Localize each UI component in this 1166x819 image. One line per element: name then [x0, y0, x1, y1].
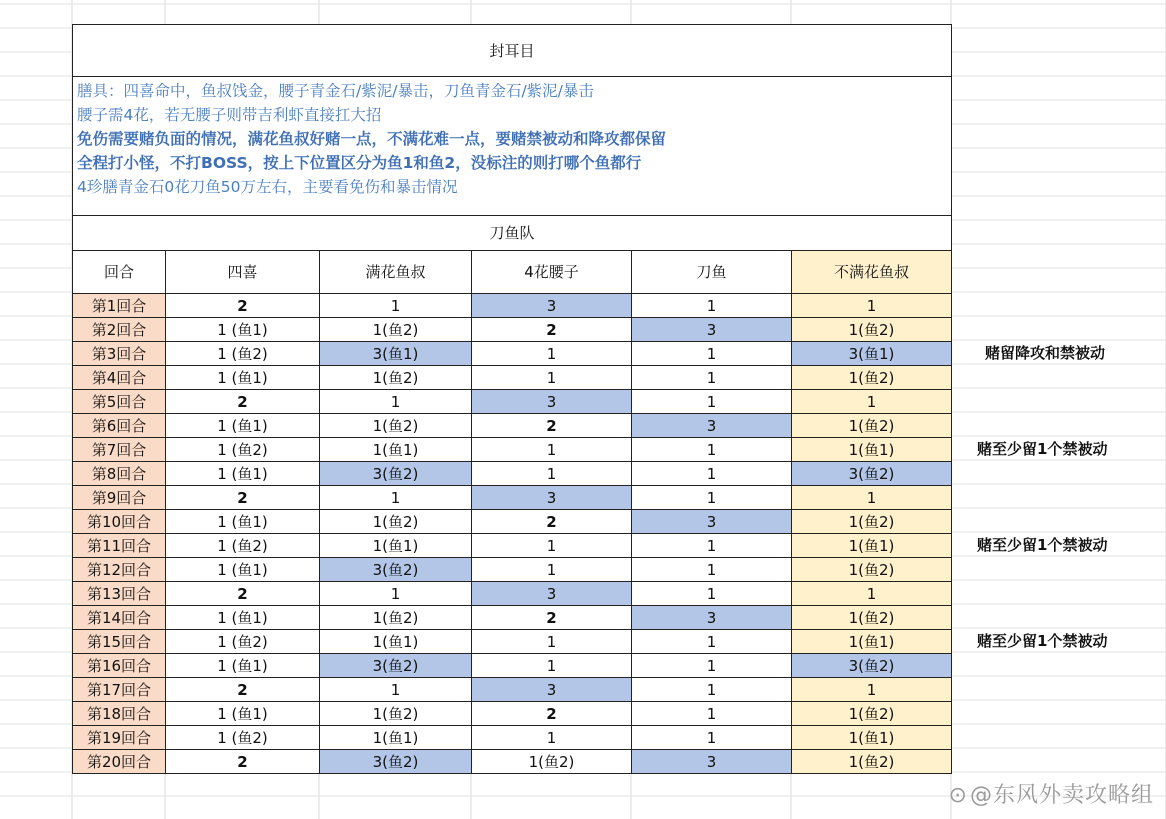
notes-lines [77, 79, 951, 199]
table-cell[interactable]: 1(鱼2) [792, 558, 952, 582]
table-cell[interactable]: 1 [320, 294, 472, 318]
table-cell[interactable]: 1(鱼2) [792, 750, 952, 774]
table-cell[interactable]: 1(鱼1) [792, 438, 952, 462]
table-row [73, 558, 952, 582]
side-note: 赌留降攻和禁被动 [985, 344, 1106, 362]
note-line: 膳具：四喜命中，鱼叔饯金，腰子青金石/紫泥/暴击，刀鱼青金石/紫泥/暴击 [77, 82, 594, 100]
table-cell[interactable]: 1 [632, 486, 792, 510]
table-row [73, 438, 952, 462]
table-cell[interactable]: 1 (鱼2) [166, 342, 320, 366]
table-cell[interactable]: 2 [166, 678, 320, 702]
table-cell[interactable]: 1(鱼2) [792, 510, 952, 534]
column-header[interactable]: 不满花鱼叔 [792, 251, 952, 294]
table-cell[interactable]: 3(鱼2) [320, 558, 472, 582]
table-cell[interactable]: 1 [472, 342, 632, 366]
column-header[interactable]: 刀鱼 [632, 251, 792, 294]
table-cell[interactable]: 1 [632, 438, 792, 462]
table-cell[interactable]: 3(鱼2) [320, 654, 472, 678]
table-cell[interactable]: 1 [632, 558, 792, 582]
table-cell[interactable]: 1(鱼2) [320, 366, 472, 390]
round-label-cell[interactable]: 第18回合 [73, 702, 166, 726]
table-row [73, 318, 952, 342]
table-cell[interactable]: 1 [632, 582, 792, 606]
round-label-cell[interactable]: 第13回合 [73, 582, 166, 606]
table-cell[interactable]: 1 [472, 366, 632, 390]
table-cell[interactable]: 1 [320, 486, 472, 510]
table-row [73, 726, 952, 750]
table-row [73, 678, 952, 702]
note-line: 免伤需要赌负面的情况，满花鱼叔好赌一点，不满花难一点，要赌禁被动和降攻都保留 [77, 130, 667, 148]
table-cell[interactable]: 1 [632, 342, 792, 366]
side-note: 赌至少留1个禁被动 [977, 632, 1108, 650]
table-cell[interactable]: 3 [472, 486, 632, 510]
round-label-cell[interactable]: 第20回合 [73, 750, 166, 774]
notes-block[interactable] [73, 77, 952, 216]
table-cell[interactable]: 1 [632, 534, 792, 558]
table-row [73, 630, 952, 654]
table-cell[interactable]: 3 [632, 606, 792, 630]
table-cell[interactable]: 2 [472, 702, 632, 726]
column-header[interactable]: 4花腰子 [472, 251, 632, 294]
table-cell[interactable]: 1(鱼1) [320, 630, 472, 654]
table-cell[interactable]: 1 (鱼1) [166, 414, 320, 438]
table-cell[interactable]: 3(鱼2) [320, 462, 472, 486]
table-cell[interactable]: 1 [472, 534, 632, 558]
table-cell[interactable]: 1 [472, 438, 632, 462]
table-cell[interactable]: 1(鱼2) [472, 750, 632, 774]
table-cell[interactable]: 1 (鱼1) [166, 606, 320, 630]
note-line: 全程打小怪，不打BOSS，按上下位置区分为鱼1和鱼2，没标注的则打哪个鱼都行 [77, 154, 642, 172]
side-note: 赌至少留1个禁被动 [977, 440, 1108, 458]
column-header[interactable]: 满花鱼叔 [320, 251, 472, 294]
table-cell[interactable]: 1(鱼2) [320, 318, 472, 342]
column-header[interactable]: 回合 [73, 251, 166, 294]
table-cell[interactable]: 3 [632, 750, 792, 774]
table-cell[interactable]: 1 [792, 486, 952, 510]
table-cell[interactable]: 1 [632, 294, 792, 318]
table-cell[interactable]: 2 [472, 318, 632, 342]
round-label-cell[interactable]: 第16回合 [73, 654, 166, 678]
round-label-cell[interactable]: 第11回合 [73, 534, 166, 558]
table-cell[interactable]: 3(鱼1) [792, 342, 952, 366]
table-row [73, 534, 952, 558]
table-cell[interactable]: 3(鱼1) [320, 342, 472, 366]
round-label-cell[interactable]: 第10回合 [73, 510, 166, 534]
table-row [73, 606, 952, 630]
table-cell[interactable]: 1(鱼2) [792, 318, 952, 342]
table-cell[interactable]: 1 [792, 294, 952, 318]
table-cell[interactable]: 1 [792, 678, 952, 702]
table-cell[interactable]: 1(鱼1) [320, 534, 472, 558]
table-cell[interactable]: 2 [166, 294, 320, 318]
table-cell[interactable]: 1(鱼2) [320, 414, 472, 438]
table-cell[interactable]: 1(鱼1) [320, 438, 472, 462]
round-label-cell[interactable]: 第4回合 [73, 366, 166, 390]
weibo-icon: ⊙ [948, 783, 968, 808]
table-cell[interactable]: 1(鱼2) [792, 366, 952, 390]
round-label-cell[interactable]: 第12回合 [73, 558, 166, 582]
note-line: 4珍膳青金石0花刀鱼50万左右，主要看免伤和暴击情况 [77, 178, 458, 196]
table-cell[interactable]: 1(鱼2) [792, 702, 952, 726]
table-cell[interactable]: 3(鱼2) [320, 750, 472, 774]
table-cell[interactable]: 1 [632, 726, 792, 750]
table-cell[interactable]: 2 [166, 390, 320, 414]
table-cell[interactable]: 1 [472, 558, 632, 582]
table-cell[interactable]: 1 [320, 582, 472, 606]
table-cell[interactable]: 1 [472, 654, 632, 678]
table-cell[interactable]: 1(鱼2) [320, 702, 472, 726]
table-cell[interactable]: 1(鱼1) [792, 630, 952, 654]
round-label-cell[interactable]: 第6回合 [73, 414, 166, 438]
table-cell[interactable]: 1 [632, 366, 792, 390]
round-label-cell[interactable]: 第14回合 [73, 606, 166, 630]
table-cell[interactable]: 2 [166, 486, 320, 510]
table-cell[interactable]: 3 [632, 318, 792, 342]
table-cell[interactable]: 1 (鱼1) [166, 702, 320, 726]
table-cell[interactable]: 1 (鱼1) [166, 654, 320, 678]
table-cell[interactable]: 3 [472, 390, 632, 414]
table-cell[interactable]: 1 (鱼1) [166, 558, 320, 582]
watermark-text: @东风外卖攻略组 [969, 783, 1154, 808]
table-cell[interactable]: 1 (鱼2) [166, 438, 320, 462]
table-cell[interactable]: 1 (鱼1) [166, 510, 320, 534]
strategy-table [72, 24, 952, 774]
table-cell[interactable]: 3 [632, 510, 792, 534]
table-row [73, 654, 952, 678]
round-label-cell[interactable]: 第15回合 [73, 630, 166, 654]
team-title[interactable]: 刀鱼队 [73, 216, 952, 251]
table-cell[interactable]: 1 (鱼1) [166, 318, 320, 342]
watermark [949, 778, 1154, 809]
side-note: 赌至少留1个禁被动 [977, 536, 1108, 554]
table-cell[interactable]: 3 [472, 582, 632, 606]
table-cell[interactable]: 1 (鱼1) [166, 366, 320, 390]
table-cell[interactable]: 1 [472, 630, 632, 654]
table-cell[interactable]: 1 (鱼2) [166, 534, 320, 558]
round-label-cell[interactable]: 第9回合 [73, 486, 166, 510]
column-header[interactable]: 四喜 [166, 251, 320, 294]
table-cell[interactable]: 3 [472, 678, 632, 702]
table-cell[interactable]: 1 [320, 678, 472, 702]
table-cell[interactable]: 2 [166, 582, 320, 606]
round-label-cell[interactable]: 第19回合 [73, 726, 166, 750]
table-cell[interactable]: 1 [632, 630, 792, 654]
table-row [73, 414, 952, 438]
table-row [73, 582, 952, 606]
table-row [73, 342, 952, 366]
table-row [73, 702, 952, 726]
round-label-cell[interactable]: 第5回合 [73, 390, 166, 414]
table-cell[interactable]: 1 [792, 582, 952, 606]
table-cell[interactable]: 1(鱼1) [792, 726, 952, 750]
header-row [73, 251, 952, 294]
round-label-cell[interactable]: 第1回合 [73, 294, 166, 318]
round-label-cell[interactable]: 第8回合 [73, 462, 166, 486]
note-line: 腰子需4花，若无腰子则带吉利虾直接扛大招 [77, 106, 382, 124]
table-cell[interactable]: 2 [472, 414, 632, 438]
table-row [73, 462, 952, 486]
table-cell[interactable]: 1(鱼2) [792, 414, 952, 438]
table-cell[interactable]: 2 [472, 606, 632, 630]
table-cell[interactable]: 1 [632, 390, 792, 414]
round-label-cell[interactable]: 第2回合 [73, 318, 166, 342]
table-cell[interactable]: 1 [792, 390, 952, 414]
table-cell[interactable]: 1 [320, 390, 472, 414]
round-label-cell[interactable]: 第3回合 [73, 342, 166, 366]
table-cell[interactable]: 1(鱼2) [320, 510, 472, 534]
table-cell[interactable]: 3 [472, 294, 632, 318]
table-cell[interactable]: 1 (鱼2) [166, 630, 320, 654]
table-cell[interactable]: 3(鱼2) [792, 462, 952, 486]
table-cell[interactable]: 2 [472, 510, 632, 534]
table-cell[interactable]: 1 [472, 726, 632, 750]
table-row [73, 294, 952, 318]
table-row [73, 750, 952, 774]
table-cell[interactable]: 1 [632, 702, 792, 726]
table-row [73, 390, 952, 414]
table-cell[interactable]: 1(鱼2) [320, 606, 472, 630]
table-cell[interactable]: 1 [472, 462, 632, 486]
table-cell[interactable]: 1(鱼1) [792, 534, 952, 558]
table-row [73, 510, 952, 534]
table-row [73, 366, 952, 390]
table-cell[interactable]: 1 (鱼1) [166, 462, 320, 486]
table-cell[interactable]: 3 [632, 414, 792, 438]
round-label-cell[interactable]: 第7回合 [73, 438, 166, 462]
table-cell[interactable]: 1 [632, 462, 792, 486]
sheet-title[interactable]: 封耳目 [73, 25, 952, 77]
table-cell[interactable]: 3(鱼2) [792, 654, 952, 678]
table-cell[interactable]: 1 [632, 678, 792, 702]
table-cell[interactable]: 2 [166, 750, 320, 774]
round-label-cell[interactable]: 第17回合 [73, 678, 166, 702]
table-cell[interactable]: 1(鱼1) [320, 726, 472, 750]
table-cell[interactable]: 1 (鱼2) [166, 726, 320, 750]
table-row [73, 486, 952, 510]
table-cell[interactable]: 1(鱼2) [792, 606, 952, 630]
table-cell[interactable]: 1 [632, 654, 792, 678]
